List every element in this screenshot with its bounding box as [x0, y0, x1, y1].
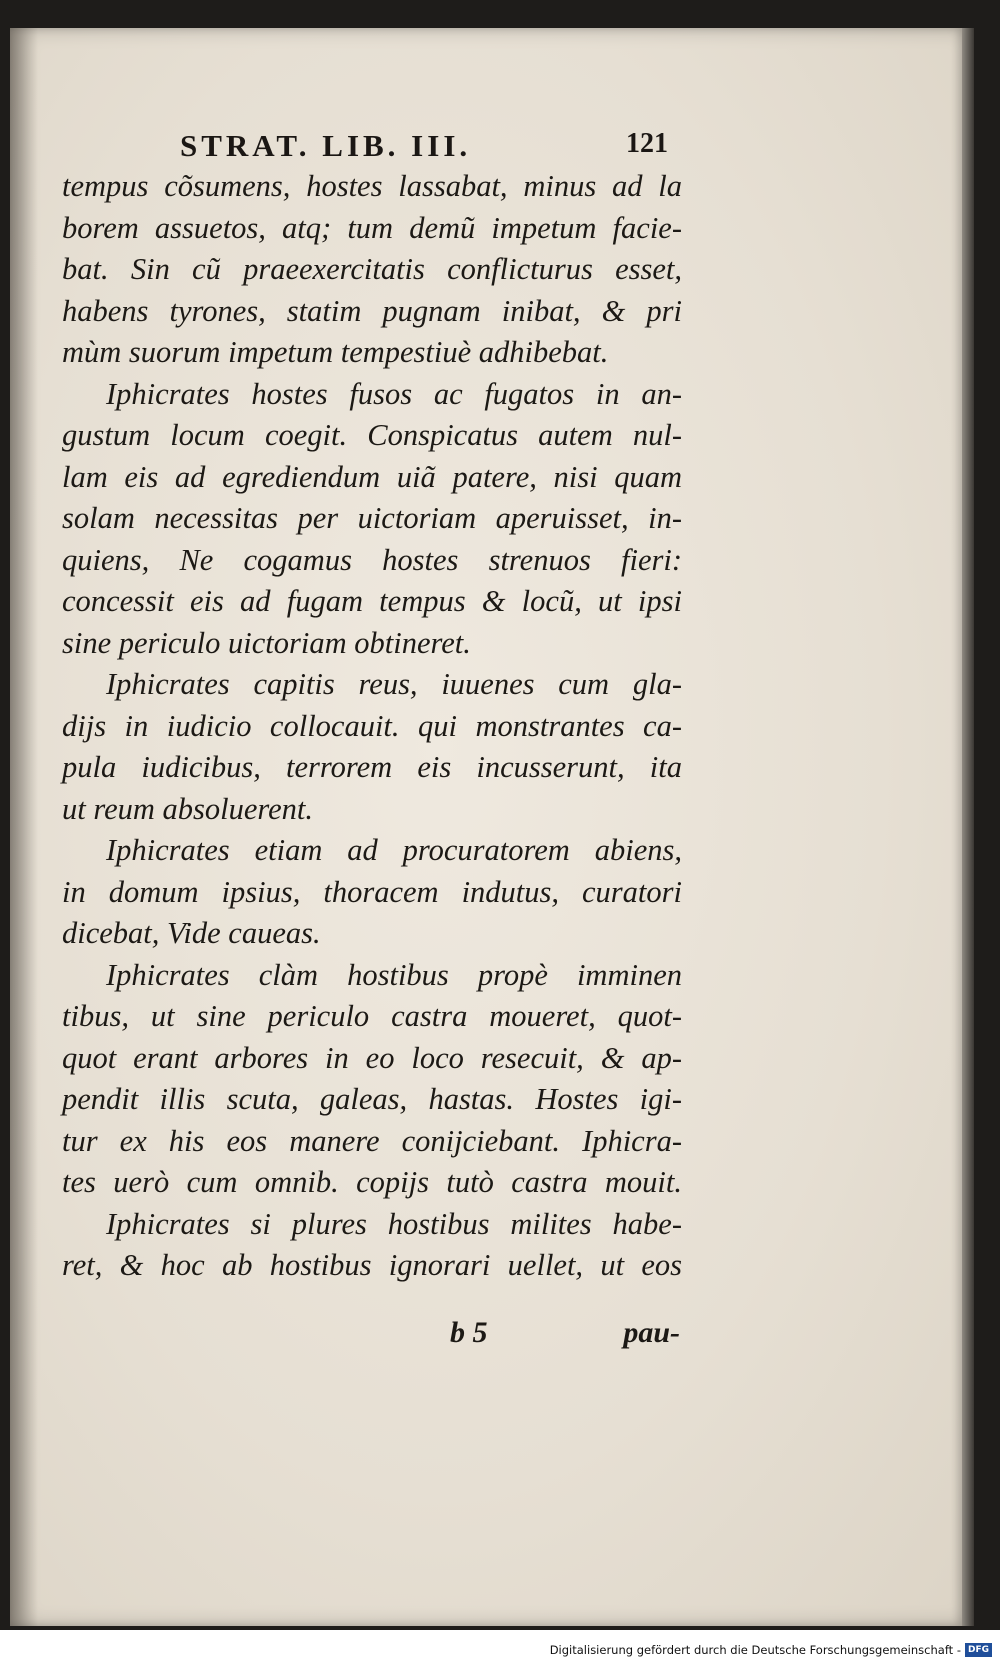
text-line: Iphicrates capitis reus, iuuenes cum gla-: [106, 667, 682, 701]
text-line: mùm suorum impetum tempestiuè adhibebat.: [62, 335, 609, 369]
text-line: dijs in iudicio collocauit. qui monstrantes ca-: [62, 708, 682, 743]
text-line: gustum locum coegit. Conspicatus autem nul-: [62, 418, 682, 452]
text-line: tes uerò cum omnib. copijs tutò castra mouit.: [62, 1165, 682, 1199]
credit-text: Digitalisierung gefördert durch die Deutsche Forschungsgemeinschaft -: [549, 1643, 961, 1657]
text-line: sine periculo uictoriam obtineret.: [62, 625, 471, 660]
text-line: bat. Sin cũ praeexercitatis conflicturus esset,: [62, 252, 682, 286]
page-number: 121: [626, 128, 668, 159]
running-head: STRAT. LIB. III.: [180, 128, 472, 163]
page-gutter-shadow: [10, 28, 38, 1626]
text-line: habens tyrones, statim pugnam inibat, & pri: [62, 293, 682, 328]
text-line: Iphicrates etiam ad procuratorem abiens,: [106, 833, 682, 867]
text-line: ut reum absoluerent.: [62, 791, 314, 826]
text-line: quiens, Ne cogamus hostes strenuos fieri:: [62, 542, 682, 577]
text-line: concessit eis ad fugam tempus & locũ, ut ipsi: [62, 584, 682, 618]
text-line: tibus, ut sine periculo castra moueret, quot-: [62, 999, 682, 1033]
text-line: pula iudicibus, terrorem eis incusserunt, ita: [62, 750, 682, 784]
text-line: tempus cõsumens, hostes lassabat, minus ad la: [62, 169, 682, 203]
page-header: [180, 128, 668, 168]
text-line: dicebat, Vide caueas.: [62, 916, 321, 950]
page-footer: [450, 1316, 680, 1358]
text-line: Iphicrates clàm hostibus propè imminen: [106, 957, 682, 992]
text-line: borem assuetos, atq; tum demũ impetum facie-: [62, 210, 682, 245]
text-line: quot erant arbores in eo loco resecuit, & ap-: [62, 1040, 682, 1075]
text-line: in domum ipsius, thoracem indutus, curatori: [62, 874, 682, 909]
catchword: pau-: [623, 1316, 680, 1349]
text-line: tur ex his eos manere conijciebant. Iphicra-: [62, 1123, 682, 1158]
text-line: Iphicrates hostes fusos ac fugatos in an-: [106, 376, 682, 411]
dfg-logo: DFG: [965, 1643, 992, 1657]
text-line: lam eis ad egrediendum uiã patere, nisi quam: [62, 459, 682, 494]
digitization-credit: [550, 1641, 992, 1659]
text-line: Iphicrates si plures hostibus milites habe-: [106, 1206, 682, 1241]
page-edge: [962, 28, 974, 1626]
text-line: pendit illis scuta, galeas, hastas. Hostes igi-: [62, 1082, 682, 1116]
signature-mark: b 5: [450, 1316, 488, 1349]
text-line: ret, & hoc ab hostibus ignorari uellet, ut eos: [62, 1248, 682, 1282]
body-text: [62, 166, 682, 1287]
text-line: solam necessitas per uictoriam aperuisset, in-: [62, 501, 682, 535]
